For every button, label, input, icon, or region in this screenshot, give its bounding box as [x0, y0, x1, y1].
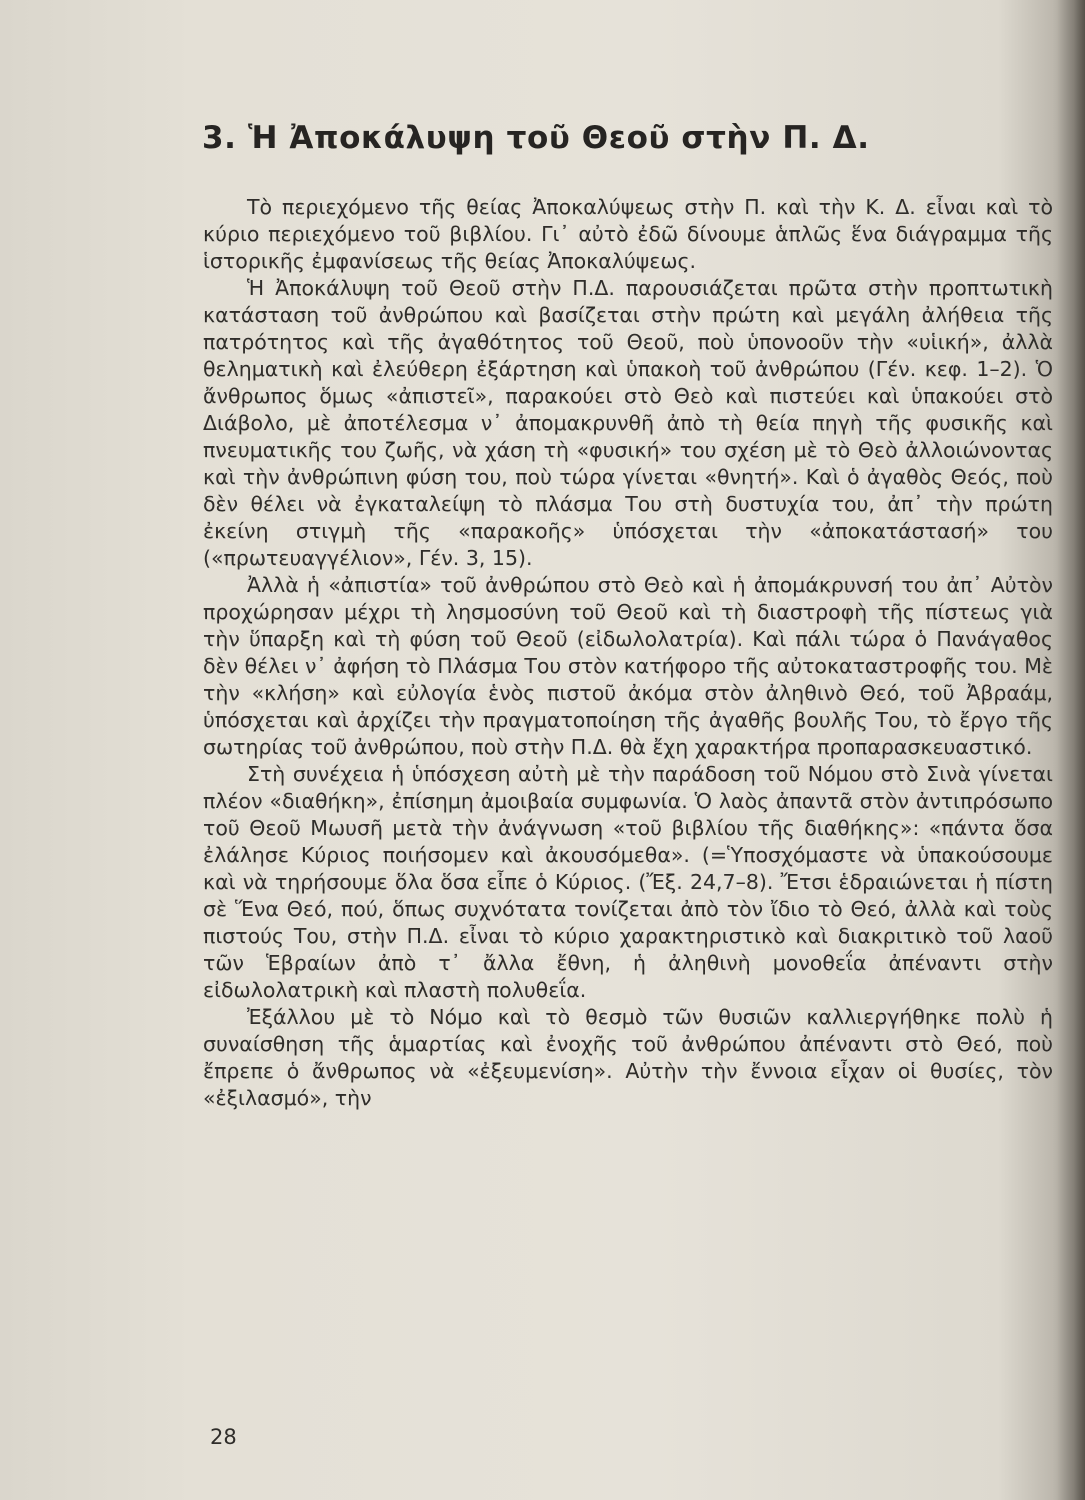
paragraph: Στὴ συνέχεια ἡ ὑπόσχεση αὐτὴ μὲ τὴν παράδοση τοῦ Νόμου στὸ Σινὰ γίνεται πλέον «διαθήκη», ἐπίσημη ἀμοιβαία συμφωνία. Ὁ λαὸς ἀπαντᾶ στὸν ἀντιπρόσωπο τοῦ Θεοῦ Μωυσῆ μετὰ τὴν ἀνάγνωση «τοῦ βιβλίου τῆς διαθήκης»: «πάντα ὅσα ἐλάλησε Κύριος ποιήσομεν καὶ ἀκουσόμεθα». (=Ὑποσχόμαστε νὰ ὑπακούσουμε καὶ νὰ τηρήσουμε ὅλα ὅσα εἶπε ὁ Κύριος. (Ἔξ. 24,7–8). Ἔτσι ἑδραιώνεται ἡ πίστη σὲ Ἕνα Θεό, πού, ὅπως συχνότατα τονίζεται ἀπὸ τὸν ἴδιο τὸ Θεό, ἀλλὰ καὶ τοὺς πιστούς Του, στὴν Π.Δ. εἶναι τὸ κύριο χαρακτηριστικὸ καὶ διακριτικὸ τοῦ λαοῦ τῶν Ἑβραίων ἀπὸ τ᾽ ἄλλα ἔθνη, ἡ ἀληθινὴ μονοθεΐα ἀπέναντι στὴν εἰδωλολατρικὴ καὶ πλαστὴ πολυθεΐα.	[203, 762, 1053, 1002]
page-content	[203, 118, 1053, 1112]
paragraph: Ἀλλὰ ἡ «ἀπιστία» τοῦ ἀνθρώπου στὸ Θεὸ καὶ ἡ ἀπομάκρυνσή του ἀπ᾽ Αὐτὸν προχώρησαν μέχρι τὴ λησμοσύνη τοῦ Θεοῦ καὶ τὴ διαστροφὴ τῆς πίστεως γιὰ τὴν ὕπαρξη καὶ τὴ φύση τοῦ Θεοῦ (εἰδωλολατρία). Καὶ πάλι τώρα ὁ Πανάγαθος δὲν θέλει ν᾽ ἀφήση τὸ Πλάσμα Του στὸν κατήφορο τῆς αὐτοκαταστροφῆς του. Μὲ τὴν «κλήση» καὶ εὐλογία ἑνὸς πιστοῦ ἀκόμα στὸν ἀληθινὸ Θεό, τοῦ Ἀβραάμ, ὑπόσχεται καὶ ἀρχίζει τὴν πραγματοποίηση τῆς ἀγαθῆς βουλῆς Του, τὸ ἔργο τῆς σωτηρίας τοῦ ἀνθρώπου, ποὺ στὴν Π.Δ. θὰ ἔχη χαρακτήρα προπαρασκευαστικό.	[203, 573, 1053, 759]
paragraph: Ἐξάλλου μὲ τὸ Νόμο καὶ τὸ θεσμὸ τῶν θυσιῶν καλλιεργήθηκε πολὺ ἡ συναίσθηση τῆς ἁμαρτίας καὶ ἐνοχῆς τοῦ ἀνθρώπου ἀπέναντι στὸ Θεό, ποὺ ἔπρεπε ὁ ἄνθρωπος νὰ «ἐξευμενίση». Αὐτὴν τὴν ἔννοια εἶχαν οἱ θυσίες, τὸν «ἐξιλασμό», τὴν	[203, 1005, 1053, 1110]
paragraph: Ἡ Ἀποκάλυψη τοῦ Θεοῦ στὴν Π.Δ. παρουσιάζεται πρῶτα στὴν προπτωτικὴ κατάσταση τοῦ ἀνθρώπου καὶ βασίζεται στὴν πρώτη καὶ μεγάλη ἀλήθεια τῆς πατρότητος καὶ τῆς ἀγαθότητος τοῦ Θεοῦ, ποὺ ὑπονοοῦν τὴν «υἱική», ἀλλὰ θεληματικὴ καὶ ἐλεύθερη ἐξάρτηση καὶ ὑπακοὴ τοῦ ἀνθρώπου (Γέν. κεφ. 1–2). Ὁ ἄνθρωπος ὅμως «ἀπιστεῖ», παρακούει στὸ Θεὸ καὶ πιστεύει καὶ ὑπακούει στὸ Διάβολο, μὲ ἀποτέλεσμα ν᾽ ἀπομακρυνθῆ ἀπὸ τὴ θεία πηγὴ τῆς φυσικῆς καὶ πνευματικῆς του ζωῆς, νὰ χάση τὴ «φυσική» του σχέση μὲ τὸ Θεὸ ἀλλοιώνοντας καὶ τὴν ἀνθρώπινη φύση του, ποὺ τώρα γίνεται «θνητή». Καὶ ὁ ἀγαθὸς Θεός, ποὺ δὲν θέλει νὰ ἐγκαταλείψη τὸ πλάσμα Του στὴ δυστυχία του, ἀπ᾽ τὴν πρώτη ἐκείνη στιγμὴ τῆς «παρακοῆς» ὑπόσχεται τὴν «ἀποκατάστασή» του («πρωτευαγγέλιον», Γέν. 3, 15).	[203, 276, 1053, 570]
paragraph: Τὸ περιεχόμενο τῆς θείας Ἀποκαλύψεως στὴν Π. καὶ τὴν Κ. Δ. εἶναι καὶ τὸ κύριο περιεχόμενο τοῦ βιβλίου. Γι᾽ αὐτὸ ἐδῶ δίνουμε ἁπλῶς ἕνα διάγραμμα τῆς ἱστορικῆς ἐμφανίσεως τῆς θείας Ἀποκαλύψεως.	[203, 195, 1053, 273]
section-title: 3. Ἡ Ἀποκάλυψη τοῦ Θεοῦ στὴν Π. Δ.	[202, 120, 870, 156]
page-number: 28	[210, 1425, 237, 1449]
page-binding-shadow	[1057, 0, 1085, 1500]
